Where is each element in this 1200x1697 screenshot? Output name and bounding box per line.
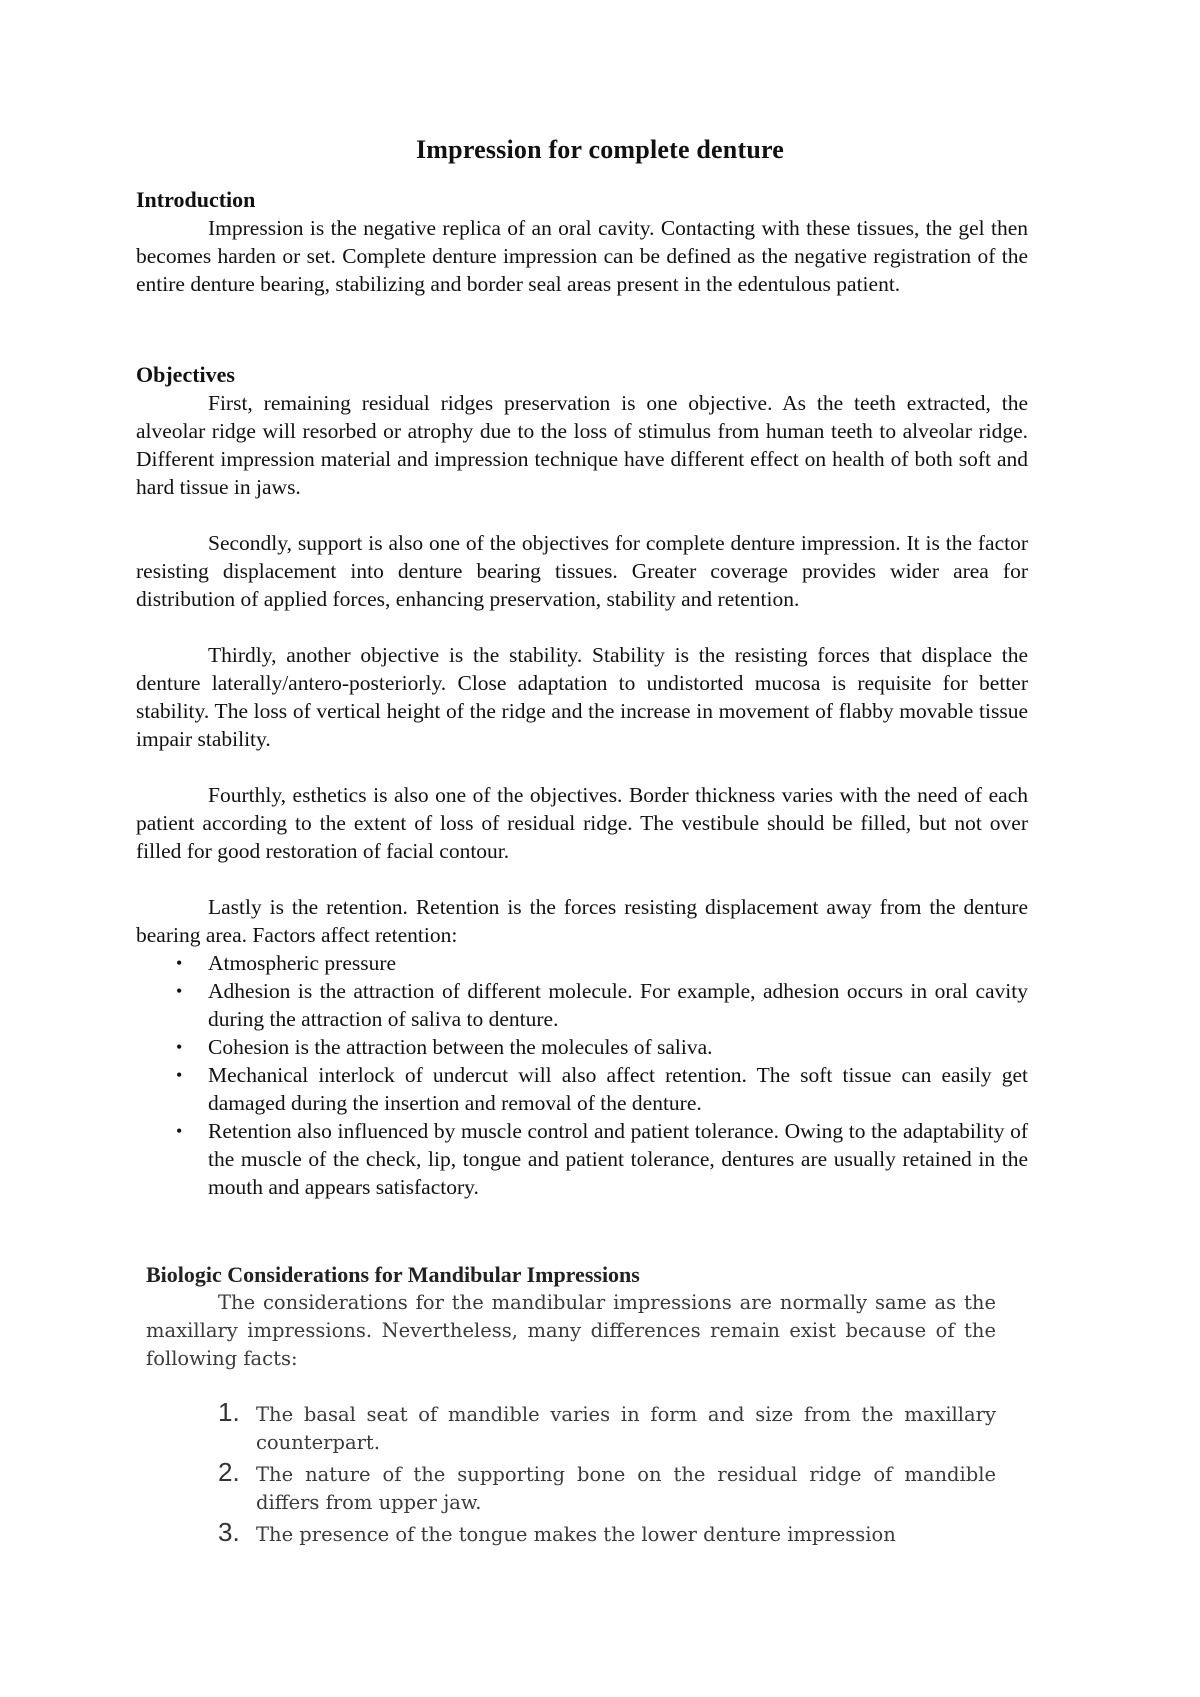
list-item [146,1517,996,1549]
objectives-paragraph: Fourthly, esthetics is also one of the objectives. Border thickness varies with the need of each patient according to the extent of loss of residual ridge. The vestibule should be filled, but not over filled for good restoration of facial contour. [136,783,1028,863]
list-item-text: Mechanical interlock of undercut will also affect retention. The soft tissue can easily get damaged during the insertion and removal of the denture. [208,1063,1028,1115]
list-item [136,977,1028,1033]
objectives-paragraph: Secondly, support is also one of the objectives for complete denture impression. It is the factor resisting displacement into denture bearing tissues. Greater coverage provides wider area for distribution of applied forces, enhancing preservation, stability and retention. [136,531,1028,611]
retention-factors-list [136,949,1028,1201]
objectives-paragraph: First, remaining residual ridges preservation is one objective. As the teeth extracted, the alveolar ridge will resorbed or atrophy due to the loss of stimulus from human teeth to alveolar ridge. Different impression material and impression technique have different effect on health of both soft and hard tissue in jaws. [136,391,1028,499]
list-item [136,1033,1028,1061]
list-item-text: Cohesion is the attraction between the molecules of saliva. [208,1035,713,1059]
introduction-section [136,186,1028,298]
introduction-heading: Introduction [136,187,256,212]
list-item [136,1061,1028,1117]
list-number: 2. [218,1457,240,1487]
list-number: 3. [218,1517,240,1547]
bullet-icon: • [176,1121,183,1141]
bullet-icon: • [176,981,183,1001]
list-item-text: Adhesion is the attraction of different molecule. For example, adhesion occurs in oral cavity during the attraction of saliva to denture. [208,979,1028,1031]
list-item [136,1117,1028,1201]
biologic-considerations-section [146,1261,996,1553]
bullet-icon: • [176,953,183,973]
introduction-paragraph: Impression is the negative replica of an oral cavity. Contacting with these tissues, the gel then becomes harden or set. Complete denture impression can be defined as the negative registration of the entire denture bearing, stabilizing and border seal areas present in the edentulous patient. [136,216,1028,296]
bullet-icon: • [176,1065,183,1085]
objectives-heading: Objectives [136,362,235,387]
objectives-paragraph: Thirdly, another objective is the stability. Stability is the resisting forces that displace the denture laterally/antero-posteriorly. Close adaptation to undistorted mucosa is requisite for better stability. The loss of vertical height of the ridge and the increase in movement of flabby movable tissue impair stability. [136,643,1028,751]
list-item-text: Atmospheric pressure [208,951,397,975]
list-number: 1. [218,1397,240,1427]
list-item [146,1397,996,1457]
list-item-text: The presence of the tongue makes the lower denture impression [256,1523,896,1546]
list-item-text: The nature of the supporting bone on the residual ridge of mandible differs from upper jaw. [256,1463,996,1514]
bullet-icon: • [176,1037,183,1057]
list-item [136,949,1028,977]
document-title: Impression for complete denture [415,135,784,164]
objectives-section [136,361,1028,1201]
biologic-paragraph: The considerations for the mandibular impressions are normally same as the maxillary impressions. Nevertheless, many differences remain exist because of the following facts: [146,1291,996,1370]
list-item [146,1457,996,1517]
list-item-text: Retention also influenced by muscle control and patient tolerance. Owing to the adaptability of the muscle of the check, lip, tongue and patient tolerance, dentures are usually retained in the mouth and appears satisfactory. [208,1119,1028,1199]
list-item-text: The basal seat of mandible varies in form and size from the maxillary counterpart. [256,1403,996,1454]
main-content [136,186,1028,1201]
biologic-facts-list [146,1397,996,1549]
objectives-paragraph: Lastly is the retention. Retention is the forces resisting displacement away from the denture bearing area. Factors affect retention: [136,895,1028,947]
biologic-heading: Biologic Considerations for Mandibular Impressions [146,1262,640,1287]
